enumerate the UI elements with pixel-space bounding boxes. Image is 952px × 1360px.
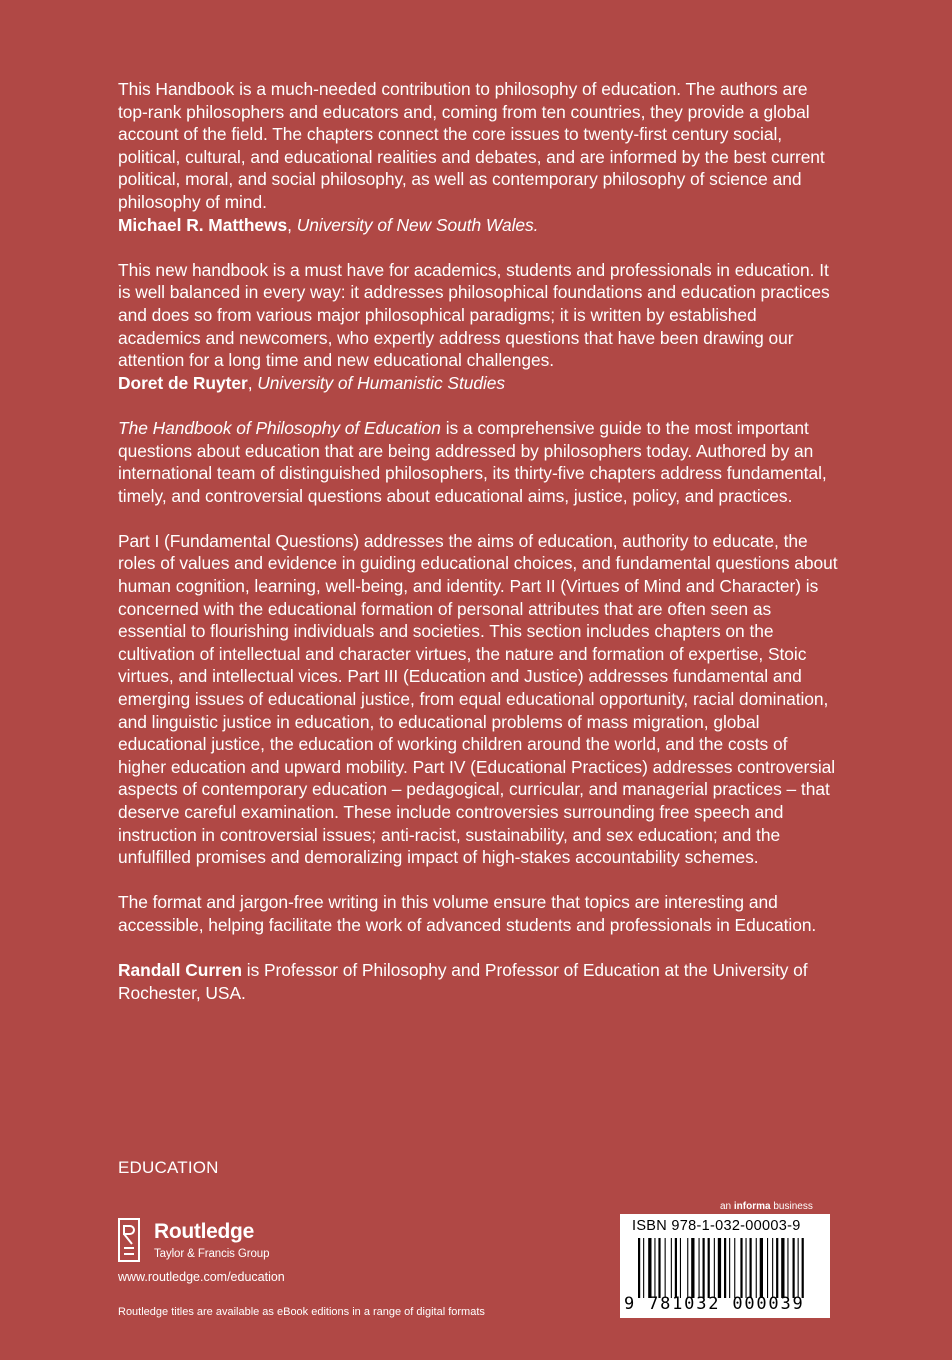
publisher-url[interactable]: www.routledge.com/education — [118, 1270, 285, 1284]
barcode-bar — [772, 1238, 773, 1298]
author-bio — [118, 959, 838, 1004]
barcode-bar — [687, 1238, 688, 1298]
endorsement-1-text: This Handbook is a much-needed contribution to philosophy of education. The authors are top-rank philosophers and educators and, coming from ten countries, they provide a global account of the field. The chapters connect the core issues to twenty-first century social, political, cultural, and educational realities and debates, and are informed by the best current political, moral, and social philosophy, as well as contemporary philosophy of science and philosophy of mind. — [118, 79, 825, 212]
author-bio-text: is Professor of Philosophy and Professor of Education at the University of Rochester, USA. — [118, 960, 808, 1003]
barcode-bar — [740, 1238, 742, 1298]
informa-business-tag — [720, 1201, 813, 1212]
informa-prefix: an — [720, 1201, 734, 1212]
barcode-bar — [691, 1238, 694, 1298]
barcode-bar — [787, 1238, 788, 1298]
barcode-bar — [714, 1238, 715, 1298]
barcode-bar — [654, 1238, 655, 1298]
barcode-bars — [638, 1238, 814, 1298]
back-cover-text — [118, 78, 838, 1027]
barcode-bar — [638, 1238, 640, 1298]
barcode-bar — [756, 1238, 757, 1298]
barcode-bar — [648, 1238, 651, 1298]
barcode-bar — [746, 1238, 747, 1298]
isbn-barcode — [620, 1214, 830, 1318]
endorsement-1: This Handbook is a much-needed contribution to philosophy of education. The authors are top-rank philosophers and educators and, coming from ten countries, they provide a global account of the field. The chapters connect the core issues to twenty-first century social, political, cultural, and educational realities and debates, and are informed by the best current political, moral, and social philosophy, as well as contemporary philosophy of science and philosophy of mind. Michael R. Matthews, University of New South Wales. — [118, 79, 825, 235]
endorsement-2-name: Doret de Ruyter — [118, 372, 248, 393]
isbn-label: ISBN 978-1-032-00003-9 — [632, 1218, 801, 1234]
author-name: Randall Curren — [118, 960, 242, 981]
barcode-bar — [703, 1238, 705, 1298]
barcode-bar — [760, 1238, 763, 1298]
book-title: The Handbook of Philosophy of Education — [118, 417, 441, 438]
barcode-bar — [718, 1238, 721, 1298]
barcode-bar — [729, 1238, 730, 1298]
description-format: The format and jargon-free writing in this volume ensure that topics are interesting and accessible, helping facilitate the work of advanced students and professionals in Education. — [118, 892, 817, 935]
barcode-bar — [767, 1238, 768, 1298]
description-parts: Part I (Fundamental Questions) addresses the aims of education, authority to educate, the roles of values and evidence in guiding educational choices, and fundamental questions about human cognition, learning, well-being, and identity. Part II (Virtues of Mind and Character) is concerned with the educational formation of personal attributes that are often seen as essential to flourishing individuals and societies. This section includes chapters on the cultivation of intellectual and character virtues, the nature and formation of expertise, Stoic virtues, and intellectual vices. Part III (Education and Justice) addresses fundamental and emerging issues of educational justice, from equal educational opportunity, racial domination, and linguistic justice in education, to educational problems of mass migration, global educational justice, the education of working children around the world, and the costs of higher education and upward mobility. Part IV (Educational Practices) addresses controversial aspects of contemporary education – pedagogical, curricular, and managerial practices – that deserve careful examination. These include controversies surrounding free speech and instruction in controversial issues; anti-racist, sustainability, and sex education; and the unfulfilled promises and demoralizing impact of high-stakes accountability schemes. — [118, 530, 838, 868]
barcode-bar — [671, 1238, 672, 1298]
barcode-bar — [750, 1238, 752, 1298]
barcode-bar — [708, 1238, 710, 1298]
endorsement-2-text: This new handbook is a must have for academics, students and professionals in education. It is well balanced in every way: it addresses philosophical foundations and education practices and does so from various major philosophical paradigms; it is written by established academics and newcomers, who expertly address questions that have been drawing our attention for a long time and new educational challenges. — [118, 259, 830, 371]
informa-brand: informa — [733, 1201, 771, 1212]
barcode-bar — [793, 1238, 795, 1298]
barcode-bar — [734, 1238, 735, 1298]
barcode-bar — [781, 1238, 784, 1298]
subject-category: EDUCATION — [118, 1158, 219, 1177]
endorsement-1-name: Michael R. Matthews — [118, 214, 288, 235]
barcode-bar — [665, 1238, 666, 1298]
routledge-logo-icon — [118, 1218, 140, 1262]
barcode-bar — [680, 1238, 681, 1298]
description-intro — [118, 417, 838, 507]
barcode-bar — [776, 1238, 778, 1298]
barcode-digits: 9 781032 000039 — [624, 1294, 805, 1314]
barcode-bar — [658, 1238, 660, 1298]
publisher-group: Taylor & Francis Group — [154, 1248, 270, 1260]
endorsement-1-affiliation: University of New South Wales. — [296, 214, 539, 235]
endorsement-2: This new handbook is a must have for academics, students and professionals in education. It is well balanced in every way: it addresses philosophical foundations and education practices and does so from various major philosophical paradigms; it is written by established academics and newcomers, who expertly address questions that have been drawing our attention for a long time and new educational challenges. Doret de Ruyter, University of Humanistic Studies — [118, 259, 830, 393]
description-intro-text: is a comprehensive guide to the most important questions about education that are being addressed by philosophers today. Authored by an international team of distinguished philosophers, its thirty-five chapters address fundamental, timely, and controversial questions about educational aims, justice, policy, and practices. — [118, 417, 827, 506]
barcode-bar — [699, 1238, 700, 1298]
barcode-bar — [643, 1238, 644, 1298]
publisher-name: Routledge — [154, 1220, 254, 1243]
barcode-bar — [675, 1238, 677, 1298]
barcode-bar — [802, 1238, 804, 1298]
informa-suffix: business — [770, 1201, 813, 1212]
barcode-bar — [724, 1238, 726, 1298]
barcode-bar — [798, 1238, 799, 1298]
endorsement-2-affiliation: University of Humanistic Studies — [257, 372, 506, 393]
ebook-note: Routledge titles are available as eBook editions in a range of digital formats — [118, 1306, 485, 1318]
